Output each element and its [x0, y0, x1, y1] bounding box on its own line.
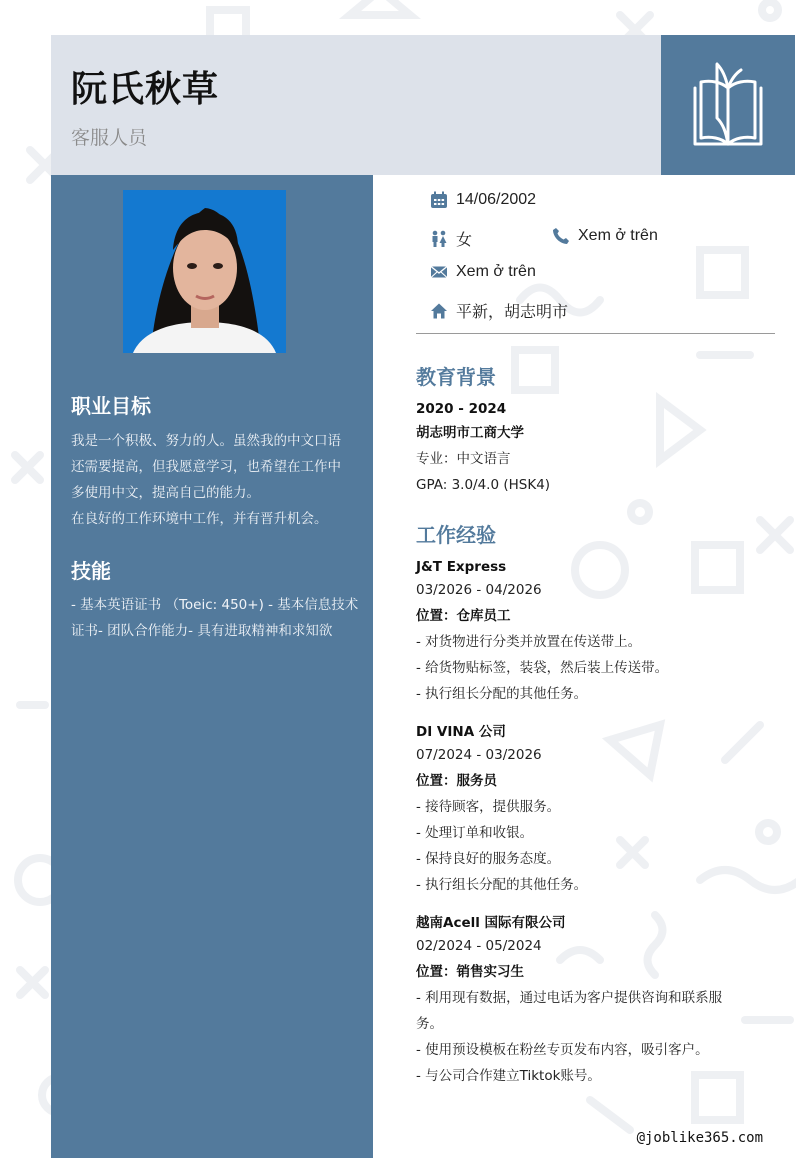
gender-row	[430, 227, 472, 250]
job-title: 客服人员	[71, 127, 148, 149]
job-position: 位置：销售实习生	[416, 964, 524, 980]
job-duty: - 执行组长分配的其他任务。	[416, 686, 588, 702]
home-icon	[430, 302, 448, 320]
objective-line: 在良好的工作环境中工作，并有晋升机会。	[71, 511, 328, 527]
gender-value: 女	[456, 232, 473, 249]
job-duty: - 与公司合作建立Tiktok账号。	[416, 1068, 601, 1084]
job-company: DI VINA 公司	[416, 724, 506, 740]
job-entry-di-vina	[416, 719, 756, 898]
gender-icon	[430, 230, 448, 248]
job-position: 位置：仓库员工	[416, 608, 511, 624]
objective-line: 多使用中文，提高自己的能力。	[71, 485, 260, 501]
address-row	[430, 299, 568, 322]
job-entry-acell	[416, 910, 756, 1089]
email-value: Xem ở trên	[456, 263, 536, 280]
education-period: 2020 - 2024	[416, 401, 507, 417]
birthdate-row	[430, 191, 536, 209]
job-duty: - 使用预设模板在粉丝专页发布内容，吸引客户。	[416, 1042, 709, 1058]
book-logo-icon	[681, 58, 775, 152]
book-logo-box	[661, 35, 795, 175]
skills-text	[71, 592, 361, 644]
job-period: 02/2024 - 05/2024	[416, 938, 542, 954]
education-gpa: GPA: 3.0/4.0 (HSK4)	[416, 477, 551, 493]
phone-row	[552, 227, 658, 245]
job-company: J&T Express	[416, 559, 507, 575]
objective-line: 我是一个积极、努力的人。虽然我的中文口语	[71, 433, 341, 449]
phone-icon	[552, 227, 570, 245]
watermark-link[interactable]: @joblike365.com	[636, 1130, 763, 1146]
skills-heading: 技能	[71, 559, 111, 583]
experience-heading: 工作经验	[416, 523, 496, 547]
job-duty: - 保持良好的服务态度。	[416, 851, 561, 867]
job-duty: - 处理订单和收银。	[416, 825, 534, 841]
email-icon	[430, 263, 448, 281]
contact-divider	[416, 333, 775, 334]
job-duty: - 接待顾客，提供服务。	[416, 799, 561, 815]
job-duty: 务。	[416, 1016, 443, 1032]
job-period: 03/2026 - 04/2026	[416, 582, 542, 598]
job-company: 越南Acell 国际有限公司	[416, 915, 566, 931]
objective-text	[71, 428, 361, 532]
calendar-icon	[430, 191, 448, 209]
job-duty: - 利用现有数据，通过电话为客户提供咨询和联系服	[416, 990, 723, 1006]
job-period: 07/2024 - 03/2026	[416, 747, 542, 763]
education-entry	[416, 396, 756, 498]
skills-line: - 基本英语证书 （Toeic: 450+) - 基本信息技术	[71, 597, 359, 613]
profile-photo	[123, 190, 286, 353]
job-duty: - 执行组长分配的其他任务。	[416, 877, 588, 893]
job-duty: - 给货物贴标签，装袋，然后装上传送带。	[416, 660, 669, 676]
sidebar	[51, 175, 373, 1158]
phone-value: Xem ở trên	[578, 227, 658, 244]
job-duty: - 对货物进行分类并放置在传送带上。	[416, 634, 642, 650]
candidate-name: 阮氏秋草	[71, 69, 220, 110]
resume-header	[51, 35, 661, 175]
portrait-illustration	[123, 190, 286, 353]
objective-line: 还需要提高，但我愿意学习，也希望在工作中	[71, 459, 341, 475]
education-major: 专业：中文语言	[416, 451, 511, 467]
email-row	[430, 263, 536, 281]
job-position: 位置：服务员	[416, 773, 497, 789]
job-entry-jt-express	[416, 554, 756, 707]
birthdate-value: 14/06/2002	[456, 191, 537, 208]
objective-heading: 职业目标	[71, 394, 151, 418]
skills-line: 证书- 团队合作能力- 具有进取精神和求知欲	[71, 623, 333, 639]
education-school: 胡志明市工商大学	[416, 425, 524, 441]
address-value: 平新，胡志明市	[456, 304, 569, 321]
education-heading: 教育背景	[416, 365, 496, 389]
